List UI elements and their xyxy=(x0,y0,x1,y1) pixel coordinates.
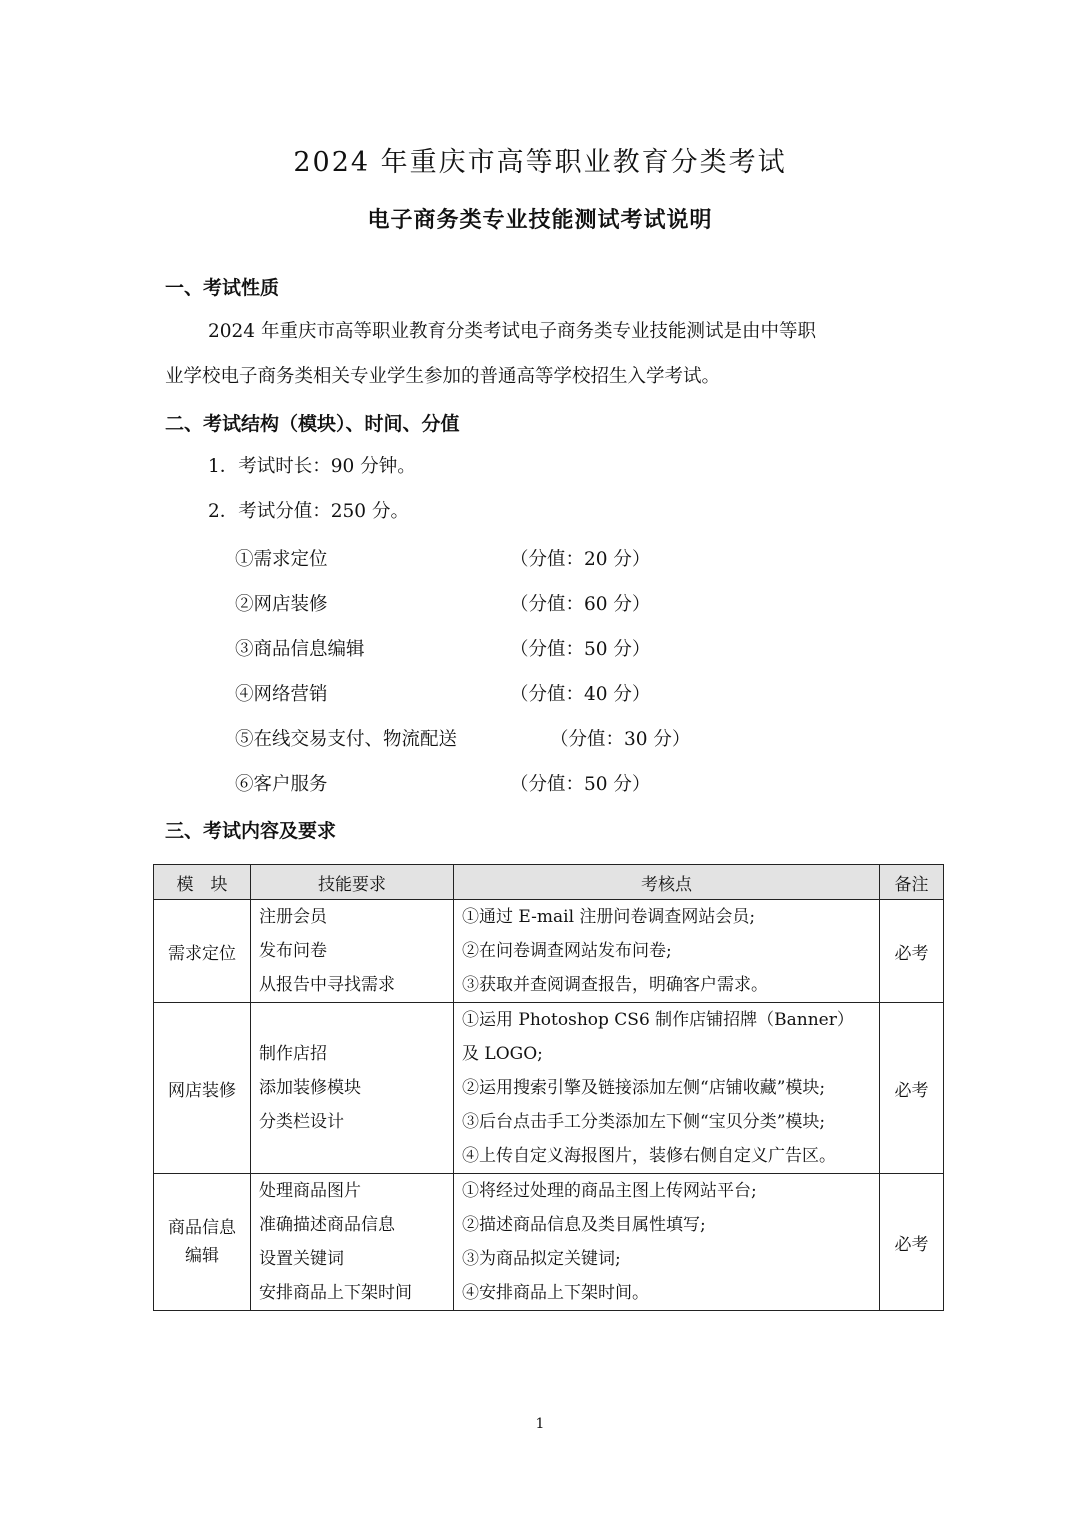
note-cell xyxy=(880,1174,944,1311)
skill-item: 处理商品图片 xyxy=(259,1181,361,1201)
document-subtitle: 电子商务类专业技能测试考试说明 xyxy=(367,208,713,233)
section2-heading: 二、考试结构（模块）、时间、分值 xyxy=(165,413,460,435)
score-item-value: （分值：60 分） xyxy=(510,594,651,615)
point-item: ③后台点击手工分类添加左下侧“宝贝分类”模块; xyxy=(462,1112,826,1132)
score-item-name: ④网络营销 xyxy=(235,684,328,705)
module-name-line2: 编辑 xyxy=(185,1246,219,1266)
section3-heading: 三、考试内容及要求 xyxy=(165,820,337,842)
skill-item: 分类栏设计 xyxy=(259,1112,344,1132)
point-item: ②描述商品信息及类目属性填写; xyxy=(462,1215,706,1235)
points-cell xyxy=(454,900,880,1003)
table-row xyxy=(154,1174,944,1311)
points-cell xyxy=(454,1174,880,1311)
point-item: ①通过 E-mail 注册问卷调查网站会员; xyxy=(462,907,756,927)
point-item: 及 LOGO; xyxy=(462,1044,543,1064)
score-item-value: （分值：30 分） xyxy=(550,729,691,750)
skill-item: 准确描述商品信息 xyxy=(259,1215,395,1235)
point-item: ④上传自定义海报图片，装修右侧自定义广告区。 xyxy=(462,1146,836,1166)
table-row xyxy=(154,1003,944,1174)
module-cell xyxy=(154,1174,251,1311)
skill-item: 从报告中寻找需求 xyxy=(259,975,395,995)
score-item-name: ⑤在线交易支付、物流配送 xyxy=(235,729,458,750)
score-item-value: （分值：20 分） xyxy=(510,549,651,570)
module-cell xyxy=(154,1003,251,1174)
point-item: ③获取并查阅调查报告，明确客户需求。 xyxy=(462,975,768,995)
skill-item: 制作店招 xyxy=(259,1044,327,1064)
section1-heading: 一、考试性质 xyxy=(165,277,280,299)
exam-total-score: 2．考试分值：250 分。 xyxy=(208,501,409,522)
module-name-line1: 商品信息 xyxy=(168,1218,236,1238)
header-module: 模 块 xyxy=(154,865,251,900)
skill-item: 安排商品上下架时间 xyxy=(259,1283,412,1303)
points-cell xyxy=(454,1003,880,1174)
header-points: 考核点 xyxy=(454,865,880,900)
skill-item: 设置关键词 xyxy=(259,1249,344,1269)
note-cell xyxy=(880,900,944,1003)
section1-paragraph-line2: 业学校电子商务类相关专业学生参加的普通高等学校招生入学考试。 xyxy=(165,366,721,387)
skills-cell xyxy=(251,1174,454,1311)
score-item-value: （分值：40 分） xyxy=(510,684,651,705)
module-name: 网店装修 xyxy=(168,1080,236,1101)
score-item-name: ②网店装修 xyxy=(235,594,328,615)
point-item: ①运用 Photoshop CS6 制作店铺招牌（Banner） xyxy=(462,1010,854,1030)
score-item-value: （分值：50 分） xyxy=(510,639,651,660)
requirements-table xyxy=(153,864,944,1311)
note-text: 必考 xyxy=(894,1080,929,1101)
point-item: ①将经过处理的商品主图上传网站平台; xyxy=(462,1181,757,1201)
page-number: 1 xyxy=(535,1416,545,1432)
note-cell xyxy=(880,1003,944,1174)
score-item-value: （分值：50 分） xyxy=(510,774,651,795)
section1-paragraph-line1: 2024 年重庆市高等职业教育分类考试电子商务类专业技能测试是由中等职 xyxy=(208,321,816,342)
skill-item: 发布问卷 xyxy=(259,941,327,961)
document-title: 2024 年重庆市高等职业教育分类考试 xyxy=(293,147,787,178)
exam-duration: 1．考试时长：90 分钟。 xyxy=(208,456,416,477)
point-item: ②在问卷调查网站发布问卷; xyxy=(462,941,672,961)
score-item-name: ①需求定位 xyxy=(235,549,328,570)
score-item-name: ⑥客户服务 xyxy=(235,774,328,795)
table-row xyxy=(154,900,944,1003)
point-item: ③为商品拟定关键词; xyxy=(462,1249,621,1269)
skills-cell xyxy=(251,900,454,1003)
score-item-name: ③商品信息编辑 xyxy=(235,639,365,660)
skill-item: 注册会员 xyxy=(259,907,327,927)
module-name: 需求定位 xyxy=(168,943,236,964)
note-text: 必考 xyxy=(894,1234,929,1255)
point-item: ④安排商品上下架时间。 xyxy=(462,1283,649,1303)
skills-cell xyxy=(251,1003,454,1174)
module-cell xyxy=(154,900,251,1003)
skill-item: 添加装修模块 xyxy=(259,1078,361,1098)
point-item: ②运用搜索引擎及链接添加左侧“店铺收藏”模块; xyxy=(462,1078,826,1098)
note-text: 必考 xyxy=(894,943,929,964)
header-note: 备注 xyxy=(880,865,944,900)
header-skills: 技能要求 xyxy=(251,865,454,900)
table-header-row xyxy=(154,865,944,900)
